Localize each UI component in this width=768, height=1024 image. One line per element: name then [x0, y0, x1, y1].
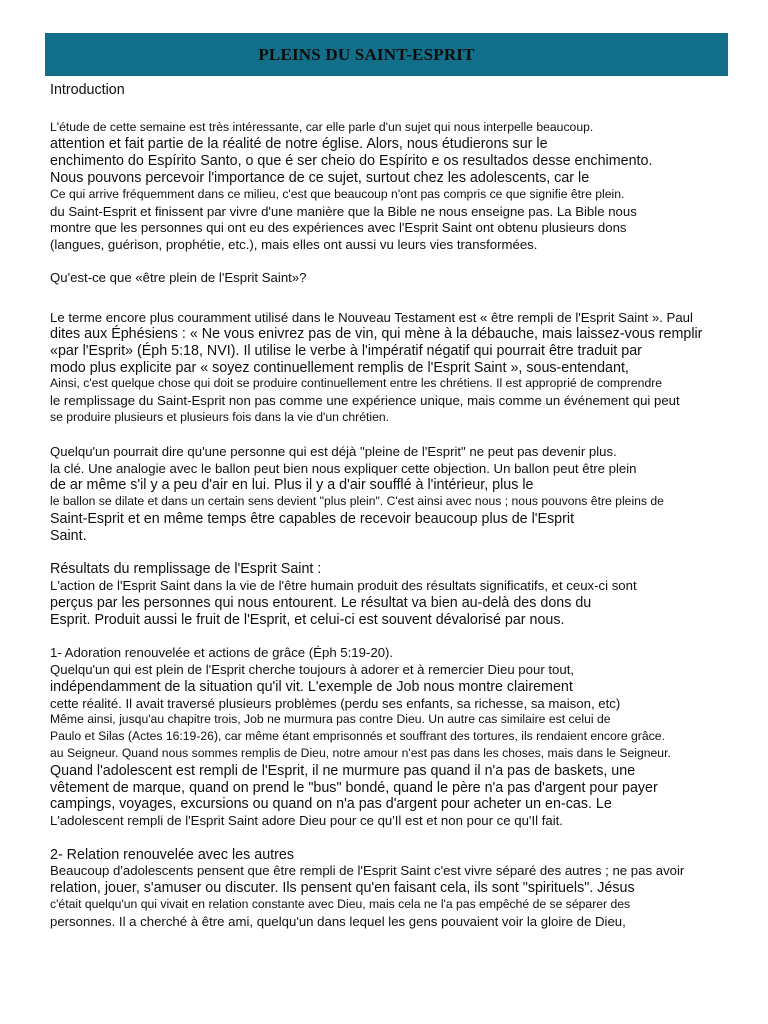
text-line: montre que les personnes qui ont eu des expériences avec l'Esprit Saint ont obtenu plusieurs dons: [50, 220, 627, 235]
text-line: cette réalité. Il avait traversé plusieurs problèmes (perdu ses enfants, sa richesse, sa maison, etc): [50, 696, 621, 711]
text-line: Nous pouvons percevoir l'importance de ce sujet, surtout chez les adolescents, car le: [50, 170, 590, 186]
text-line: de ar même s'il y a peu d'air en lui. Plus il y a d'air soufflé à l'intérieur, plus le: [50, 477, 534, 493]
text-line: Quelqu'un qui est plein de l'Esprit cherche toujours à adorer et à remercier Dieu pour tout,: [50, 662, 575, 677]
text-line: Beaucoup d'adolescents pensent que être rempli de l'Esprit Saint c'est vivre séparé des autres ; ne pas avoir: [50, 863, 685, 878]
text-line: la clé. Une analogie avec le ballon peut bien nous expliquer cette objection. Un ballon peut être plein: [50, 461, 637, 476]
text-line: relation, jouer, s'amuser ou discuter. Ils pensent qu'en faisant cela, ils sont "spirituels". Jésus: [50, 880, 635, 896]
text-line: le ballon se dilate et dans un certain sens devient "plus plein". C'est ainsi avec nous ; nous pouvons être pleins de: [50, 494, 664, 508]
text-line: Qu'est-ce que «être plein de l'Esprit Saint»?: [50, 270, 307, 285]
text-line: perçus par les personnes qui nous entourent. Le résultat va bien au-delà des dons du: [50, 595, 592, 611]
text-line: modo plus explicite par « soyez continuellement remplis de l'Esprit Saint », sous-entendant,: [50, 360, 629, 376]
text-line: Ce qui arrive fréquemment dans ce milieu, c'est que beaucoup n'ont pas compris ce que signifie être plein.: [50, 187, 625, 201]
text-line: L'action de l'Esprit Saint dans la vie de l'être humain produit des résultats significatifs, et ceux-ci sont: [50, 578, 637, 593]
text-line: Paulo et Silas (Actes 16:19-26), car même étant emprisonnés et souffrant des tortures, ils rendaient encore grâce.: [50, 729, 665, 743]
text-line: Introduction: [50, 82, 125, 98]
title-banner: [45, 33, 728, 76]
text-line: campings, voyages, excursions ou quand on n'a pas d'argent pour acheter un en-cas. Le: [50, 796, 612, 812]
text-line: c'était quelqu'un qui vivait en relation constante avec Dieu, mais cela ne l'a pas empêché de se séparer des: [50, 897, 631, 911]
text-line: (langues, guérison, prophétie, etc.), mais elles ont aussi vu leurs vies transformées.: [50, 237, 538, 252]
text-line: Le terme encore plus couramment utilisé dans le Nouveau Testament est « être rempli de l'Esprit Saint ». Paul: [50, 310, 693, 325]
text-line: Quand l'adolescent est rempli de l'Esprit, il ne murmure pas quand il n'a pas de baskets, une: [50, 763, 636, 779]
text-line: 1- Adoration renouvelée et actions de grâce (Éph 5:19-20).: [50, 645, 394, 660]
text-line: personnes. Il a cherché à être ami, quelqu'un dans lequel les gens pouvaient voir la gloire de Dieu,: [50, 914, 626, 929]
text-line: se produire plusieurs et plusieurs fois dans la vie d'un chrétien.: [50, 410, 390, 424]
text-line: Ainsi, c'est quelque chose qui doit se produire continuellement entre les chrétiens. Il est approprié de comprendre: [50, 376, 663, 390]
text-line: enchimento do Espírito Santo, o que é ser cheio do Espírito e os resultados desse enchimento.: [50, 153, 653, 169]
text-line: Saint-Esprit et en même temps être capables de recevoir beaucoup plus de l'Esprit: [50, 511, 575, 527]
text-line: L'adolescent rempli de l'Esprit Saint adore Dieu pour ce qu'Il est et non pour ce qu'Il fait.: [50, 813, 563, 828]
text-line: attention et fait partie de la réalité de notre église. Alors, nous étudierons sur le: [50, 136, 548, 152]
text-line: du Saint-Esprit et finissent par vivre d'une manière que la Bible ne nous enseigne pas. La Bible nous: [50, 204, 637, 219]
text-line: Saint.: [50, 528, 87, 544]
text-line: dites aux Éphésiens : « Ne vous enivrez pas de vin, qui mène à la débauche, mais laissez-vous remplir: [50, 326, 703, 342]
text-line: Résultats du remplissage de l'Esprit Saint :: [50, 561, 322, 577]
text-line: 2- Relation renouvelée avec les autres: [50, 847, 294, 863]
text-line: au Seigneur. Quand nous sommes remplis de Dieu, notre amour n'est pas dans les choses, mais dans le Seigneur.: [50, 746, 671, 760]
text-line: «par l'Esprit» (Éph 5:18, NVI). Il utilise le verbe à l'impératif négatif qui pourrait être traduit par: [50, 343, 642, 359]
document-title: PLEINS DU SAINT-ESPRIT: [258, 44, 475, 64]
text-line: indépendamment de la situation qu'il vit. L'exemple de Job nous montre clairement: [50, 679, 573, 695]
text-line: L'étude de cette semaine est très intéressante, car elle parle d'un sujet qui nous interpelle beaucoup.: [50, 120, 594, 134]
text-line: le remplissage du Saint-Esprit non pas comme une expérience unique, mais comme un événement qui peut: [50, 393, 680, 408]
text-line: Même ainsi, jusqu'au chapitre trois, Job ne murmura pas contre Dieu. Un autre cas similaire est celui de: [50, 712, 611, 726]
text-line: Quelqu'un pourrait dire qu'une personne qui est déjà "pleine de l'Esprit" ne peut pas devenir plus.: [50, 444, 617, 459]
text-line: Esprit. Produit aussi le fruit de l'Esprit, et celui-ci est souvent dévalorisé par nous.: [50, 612, 565, 628]
text-line: vêtement de marque, quand on prend le "bus" bondé, quand le père n'a pas d'argent pour payer: [50, 780, 658, 796]
